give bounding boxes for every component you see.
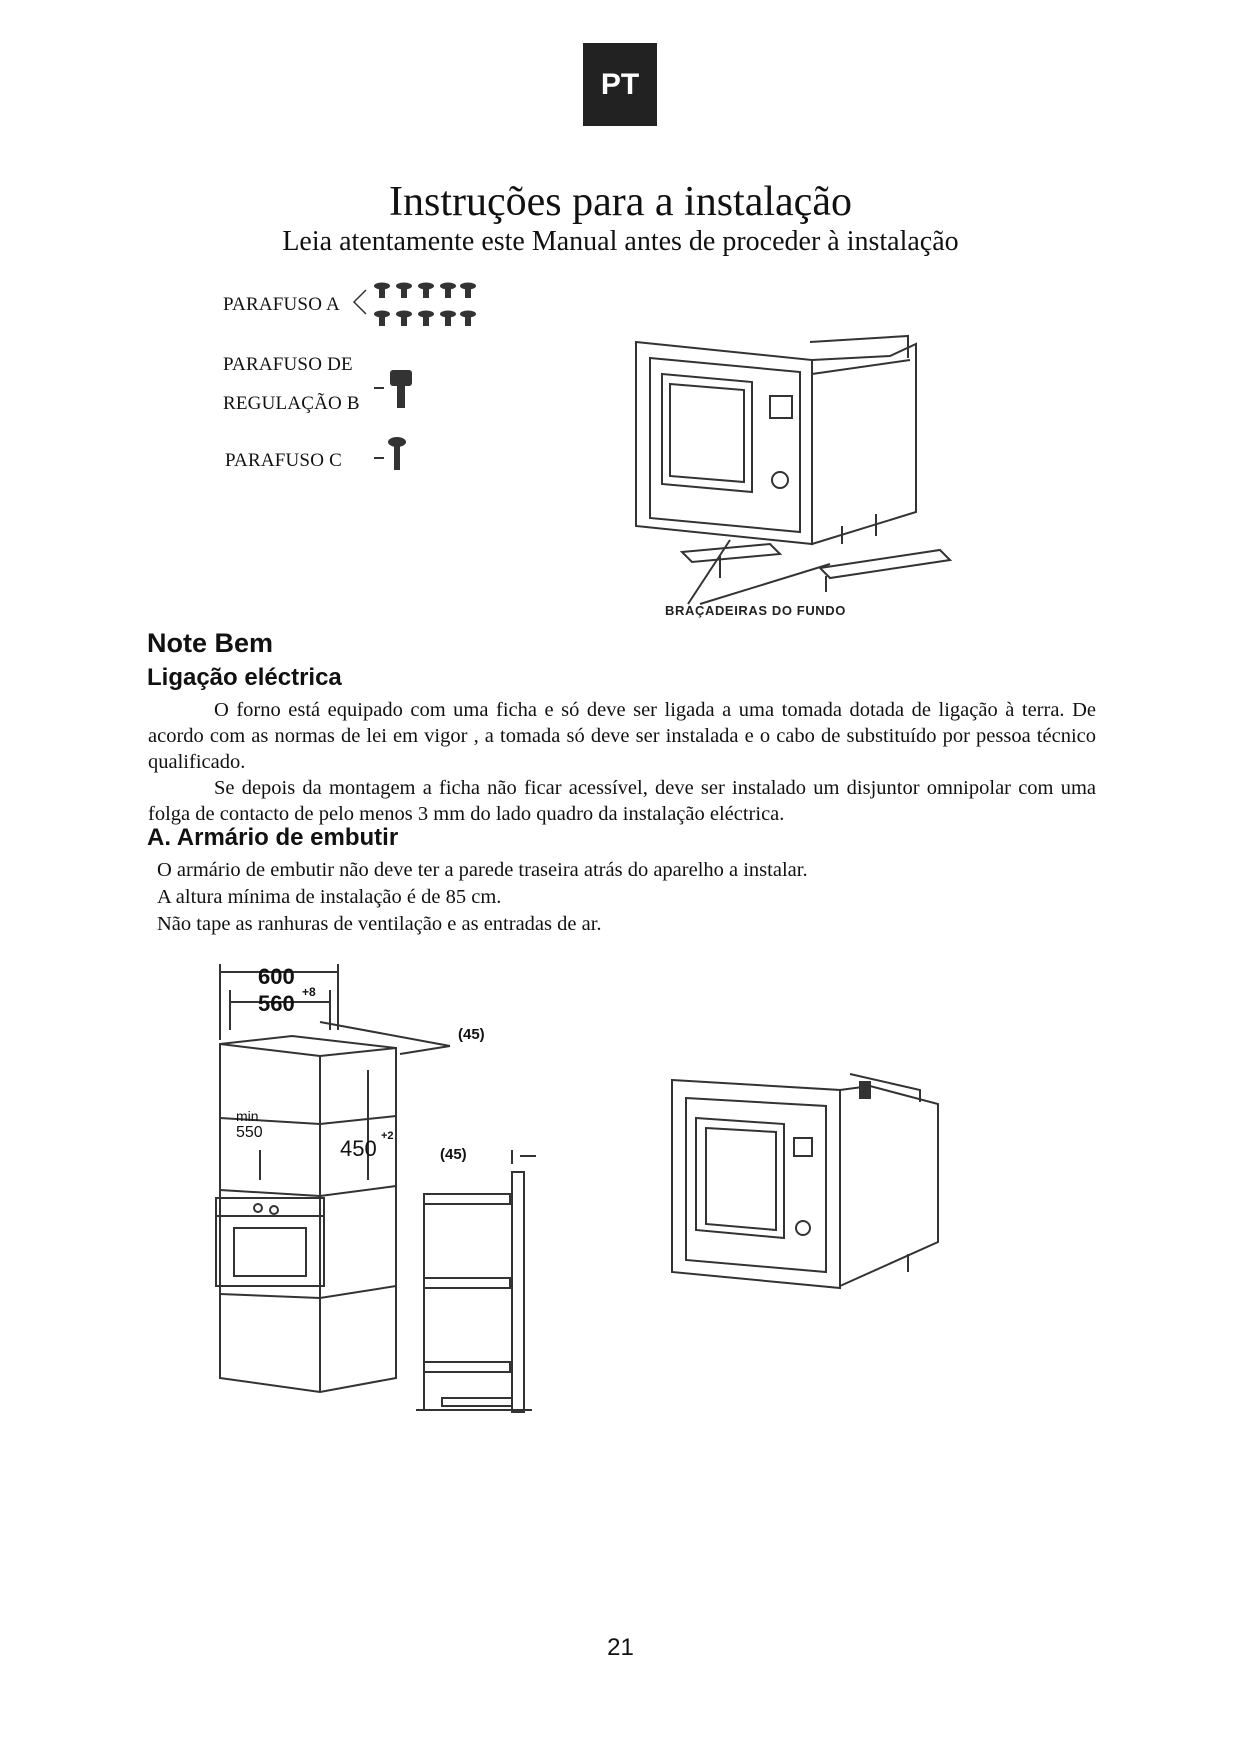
screw-c-icon	[372, 436, 412, 476]
page-subtitle: Leia atentamente este Manual antes de proceder à instalação	[282, 226, 959, 257]
dim-min-label: min	[236, 1108, 259, 1124]
electrical-text	[148, 697, 1096, 827]
screw-c-label: PARAFUSO C	[225, 450, 342, 471]
note-heading: Note Bem	[147, 628, 274, 658]
dim-width-outer: 600	[258, 964, 295, 989]
page-number: 21	[607, 1634, 634, 1661]
screw-a-icon	[352, 278, 482, 340]
language-badge: PT	[583, 43, 657, 126]
electrical-heading: Ligação eléctrica	[147, 664, 342, 691]
cabinet-heading: A. Armário de embutir	[147, 824, 399, 851]
screw-a-label: PARAFUSO A	[223, 294, 340, 315]
dim-width-tolerance: +8	[302, 985, 316, 999]
cabinet-side-section	[412, 1150, 542, 1420]
cabinet-line-2: A altura mínima de instalação é de 85 cm.	[157, 886, 502, 908]
cabinet-line-3: Não tape as ranhuras de ventilação e as entradas de ar.	[157, 913, 602, 935]
dim-min-value: 550	[236, 1124, 263, 1141]
screw-b-label-line2: REGULAÇÃO B	[223, 393, 360, 414]
dim-height: 450	[340, 1136, 377, 1161]
electrical-paragraph-2: Se depois da montagem a ficha não ficar acessível, deve ser instalado um disjuntor omnipolar com uma folga de contacto de pelo menos 3 mm do lado quadro da instalação eléctrica.	[148, 777, 1096, 825]
electrical-paragraph-1: O forno está equipado com uma ficha e só deve ser ligada a uma tomada dotada de ligação à terra. De acordo com as normas de lei em vigor , a tomada só deve ser instalada e o cabo de substituído por pessoa técnico qualificado.	[148, 699, 1096, 773]
brackets-caption: BRAÇADEIRAS DO FUNDO	[665, 603, 846, 618]
cabinet-line-1: O armário de embutir não deve ter a parede traseira atrás do aparelho a instalar.	[157, 859, 808, 881]
screw-b-label-line1: PARAFUSO DE	[223, 354, 353, 375]
microwave-installed-figure	[660, 1060, 960, 1300]
dim-depth-side: (45)	[440, 1146, 467, 1163]
screw-b-icon	[372, 366, 422, 410]
dim-width-inner: 560	[258, 991, 295, 1016]
microwave-bracket-figure	[620, 330, 1220, 630]
dim-height-tolerance: +2	[381, 1130, 394, 1142]
dim-depth-top: (45)	[458, 1026, 485, 1043]
page-title: Instruções para a instalação	[389, 179, 852, 225]
